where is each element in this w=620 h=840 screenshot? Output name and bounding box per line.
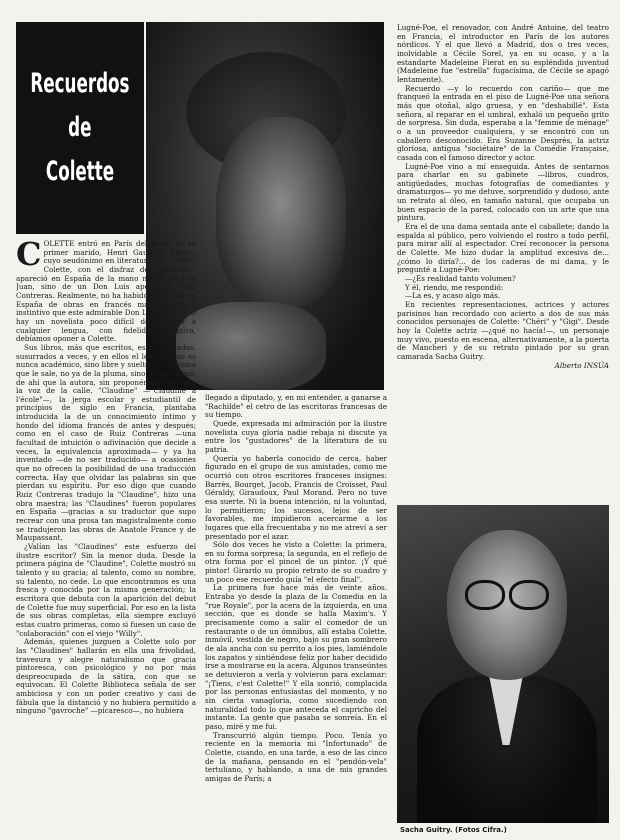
paragraph: Era el de una dama sentada ante el caballete; dando la espalda al público, pero volviendo el rostro a todo perfil, para mirar allí al espectador. Creí reconocer la persona de Colette. Me hizo dudar la amplitud excesiva de... ¿cómo lo diría?... de los caderas de mi dama, y le pregunté a Lugné-Poe:	[397, 222, 609, 275]
paragraph: La primera fue hace más de veinte años. Entraba yo desde la plaza de la Comedia en la "rue Royale", por la acera de la izquierda, en una sección, que es donde se halla Maxim's. Y precisamente como a salir el comedor de un restaurante o de un ómnibus, allí estaba Colette, inmóvil, vestida de negro, bajo su gran sombrero de ala ancha con su perrito a los pies, lamiéndole los zapatos y sintiéndose feliz por haber decidido irse a mostrarse en la acera. Algunos transeúntes se detuvieron a verla y volvieron para exclamar: "¡Tiens, c'est Colette!" Y ella sonrió, complacida por las personas entusiastas del momento, y no sin cierta vanagloria, como sucediendo con naturalidad todo lo que anteceda el capricho del instante. La gente que pasaba se sonreía. En el paso, miré y me fui.	[205, 583, 387, 731]
paragraph: Lugné-Poe vino a mí enseguida. Antes de sentarnos para charlar en su gabinete —libros, cuadros, antigüedades, muchas fotografías de comediantes y dramaturgos— yo me detuve, sorprendido y dudoso, ante un retrato al óleo, en tamaño natural, que ocupaba un buen espacio de la pared, colocado con un arte que una pintura.	[397, 161, 609, 223]
title-line-3: Colette	[45, 156, 115, 187]
paragraph: Recuerdo —y lo recuerdo con cariño— que me franqueó la entrada en el piso de Lugné-Poe una señora más que otoñal, algo gruesa, y en "deshabillé". Esta señora, al reparar en el umbral, exhaló un pequeño grito de sorpresa. Sin duda, esperaba a la "femme de ménage" o a un proveedor cualquiera, y se encontró con un caballero desconocido. Era Suzanne Després, la actriz gloriosa, antigua "sociétaire" de la Comédie Française, casada con el famoso director y actor.	[397, 83, 609, 162]
paragraph: ¿Valían las "Claudines" este esfuerzo del ilustre escritor? Sin la menor duda. Desde la primera página de "Claudine", Colette mostró su talento y su gracia; al talento, como su nombre, su talento, no cede. Lo que encontramos es una fresca y conocida por la misma generación; la escritora que debuta con la aparición del debut de Colette fue muy superficial. Por eso en la lista de sus obras completas, ella siempre excluyó estas cuatro primeras, como si fuesen un caso de "colaboración" con el viejo "Willy".	[16, 541, 196, 638]
paragraph: Y él, riendo, me respondió:	[405, 282, 504, 292]
paragraph: —¿Es realidad tanto volumen?	[405, 274, 516, 284]
photo-head-shape	[447, 530, 567, 680]
title-line-2: de	[68, 112, 92, 143]
paragraph: Sólo dos veces he visto a Colette: la primera, en su forma sorpresa; la segunda, en el reflejo de otra forma por el pincel de un pintor. ¡Y qué pintor! Girardo su propio retrato de su cuadro y un poco ese recuerdo guía "el efecto final".	[205, 540, 387, 584]
author-signature: Alberto INSÚA	[554, 360, 609, 370]
glasses-right-shape	[509, 580, 549, 610]
paragraph: Quería yo haberla conocido de cerca, haber figurado en el grupo de sus amistades, como me ocurrió con otros escritores franceses insignes: Barrès, Bourget, Jacob, Francis de Croisset, Paul Géraldy, Giraudoux, Paul Morand. Pero no tuve esa suerte. Ni la buena intención, ni la voluntad, lo permitieron; los sucesos, lejos de ser favorables, me impidieron acercarme a los lugares que ella frecuentaba y no me atreví a ser presentado por el azar.	[205, 453, 387, 541]
glasses-left-shape	[465, 580, 505, 610]
paragraph: Transcurrió algún tiempo. Poco. Tenía yo reciente en la memoria mi "Infortunado" de Colette, cuando, en una tarde, a eso de las cinco de la mañana, pensando en el "pendón-vela" tertuliano, y hablando, a una de mis grandes amigas de París; a	[205, 730, 387, 783]
photo-hand-shape	[176, 302, 326, 390]
drop-cap: C	[16, 240, 42, 273]
paragraph: Sus libros, más que escritos, están hablados, susurrados a veces, y en ellos el lenguaje no es nunca académico, sino libre y suelto, en la forma que le sale, no ya de la pluma, sino de los labios; de ahí que la autora, sin proponérselo, buscara la voz de la calle, "Claudine" —"Claudine à l'école"—, la jerga escolar y estudiantil de principios de siglo en Francia, plantaba introducida la de un conocimiento íntimo y hondo del idioma francés de antes y después; como en el caso de Ruiz Contreras —una facultad de intuición o adivinación que decide a veces, la equivalencia aproximada— y ya ha inventado —de no ser traducido— a ocasiones que no ofrecen la posibilidad de una traducción correcta. Hay que olvidar las palabras sin que pierdan su espíritu. Por eso digo que cuando Ruiz Contreras tradujo la "Claudine", hizo una obra maestra; las "Claudines" fueron populares en España —gracias a su traductor que supo recrear con una prosa tan magistralmente como se tradujeron las obras de Anatole France y de Maupassant.	[16, 342, 196, 543]
photo-caption: Sacha Guitry. (Fotos Cifra.)	[400, 826, 507, 834]
sacha-guitry-photo	[397, 505, 609, 823]
article-column-2	[205, 394, 387, 832]
title-line-1: Recuerdos	[30, 68, 130, 99]
photo-face-shape	[216, 117, 346, 307]
paragraph: En recientes representaciones, actrices y actores parisinos han recordado con acierto a dos de sus más conocidos personajes de Colette: "Chéri" y "Gigi". Desde hoy la Colette actriz —¿qué no hacía!—, un personaje muy vivo, puesto en escena, alternativamente, a la puerta de Mancheri y de su retrato pintado por su gran camarada Sacha Guitry.	[397, 300, 609, 361]
paragraph: llegado a diputado, y, en mi entender, a ganarse a "Rachilde" el cetro de las escritoras francesas de su tiempo.	[205, 394, 387, 420]
paragraph: COLETTE entró en París del brazo de su primer marido, Henri Gauthier Villars, cuyo seudónimo en literatura era "Willy". Colette, con el disfraz de "Claudine", apareció en España de la mano no de un Don Juan, sino de un Don Luis apellidado Ruiz Contreras. Realmente, no ha habido traductor en España de obras en francés más experto e instintivo que este admirable Don Luis. Porque si hay un novelista poco difícil de traducir a cualquier lengua, con fidelidad relativa, debíamos oponer a Colette.	[16, 240, 196, 344]
article-title-box	[16, 22, 144, 234]
article-column-3	[397, 24, 609, 500]
paragraph: Lugné-Poe, el renovador, con André Antoine, del teatro en Francia, el introductor en París de los autores nórdicos. Y el que llevó a Madrid, dos o tres veces, inolvidable a Cécile Sorel, ya en su ocaso, y a la estandarte Madeleine Fierat en su espléndida juventud (Madeleine fue "estrella" fugacísima, de Cécile se apagó lentamente).	[397, 24, 609, 84]
paragraph: Además, quienes juzguen a Colette solo por las "Claudines" hallarán en ella una frivolidad, travesura y alegre naturalismo que gracia pintoresca, con psicológico y no por más despreocupada de la sátira, con que se equivocan. El Colette Biblioteca señala de ser ambiciosa y con un poder creativo y casi de fábula que la distanció y no hubiera permitido a ninguno "gavroche" —picaresco—, no hubiera	[16, 637, 196, 716]
article-column-1	[16, 240, 196, 832]
paragraph: Quede, expresada mi admiración por la ilustre novelista cuya gloria nadie rebaja ni discute ya entre los "gustadores" de la literatura de su patria.	[205, 418, 387, 454]
paragraph: —La es, y acaso algo más.	[405, 291, 501, 301]
